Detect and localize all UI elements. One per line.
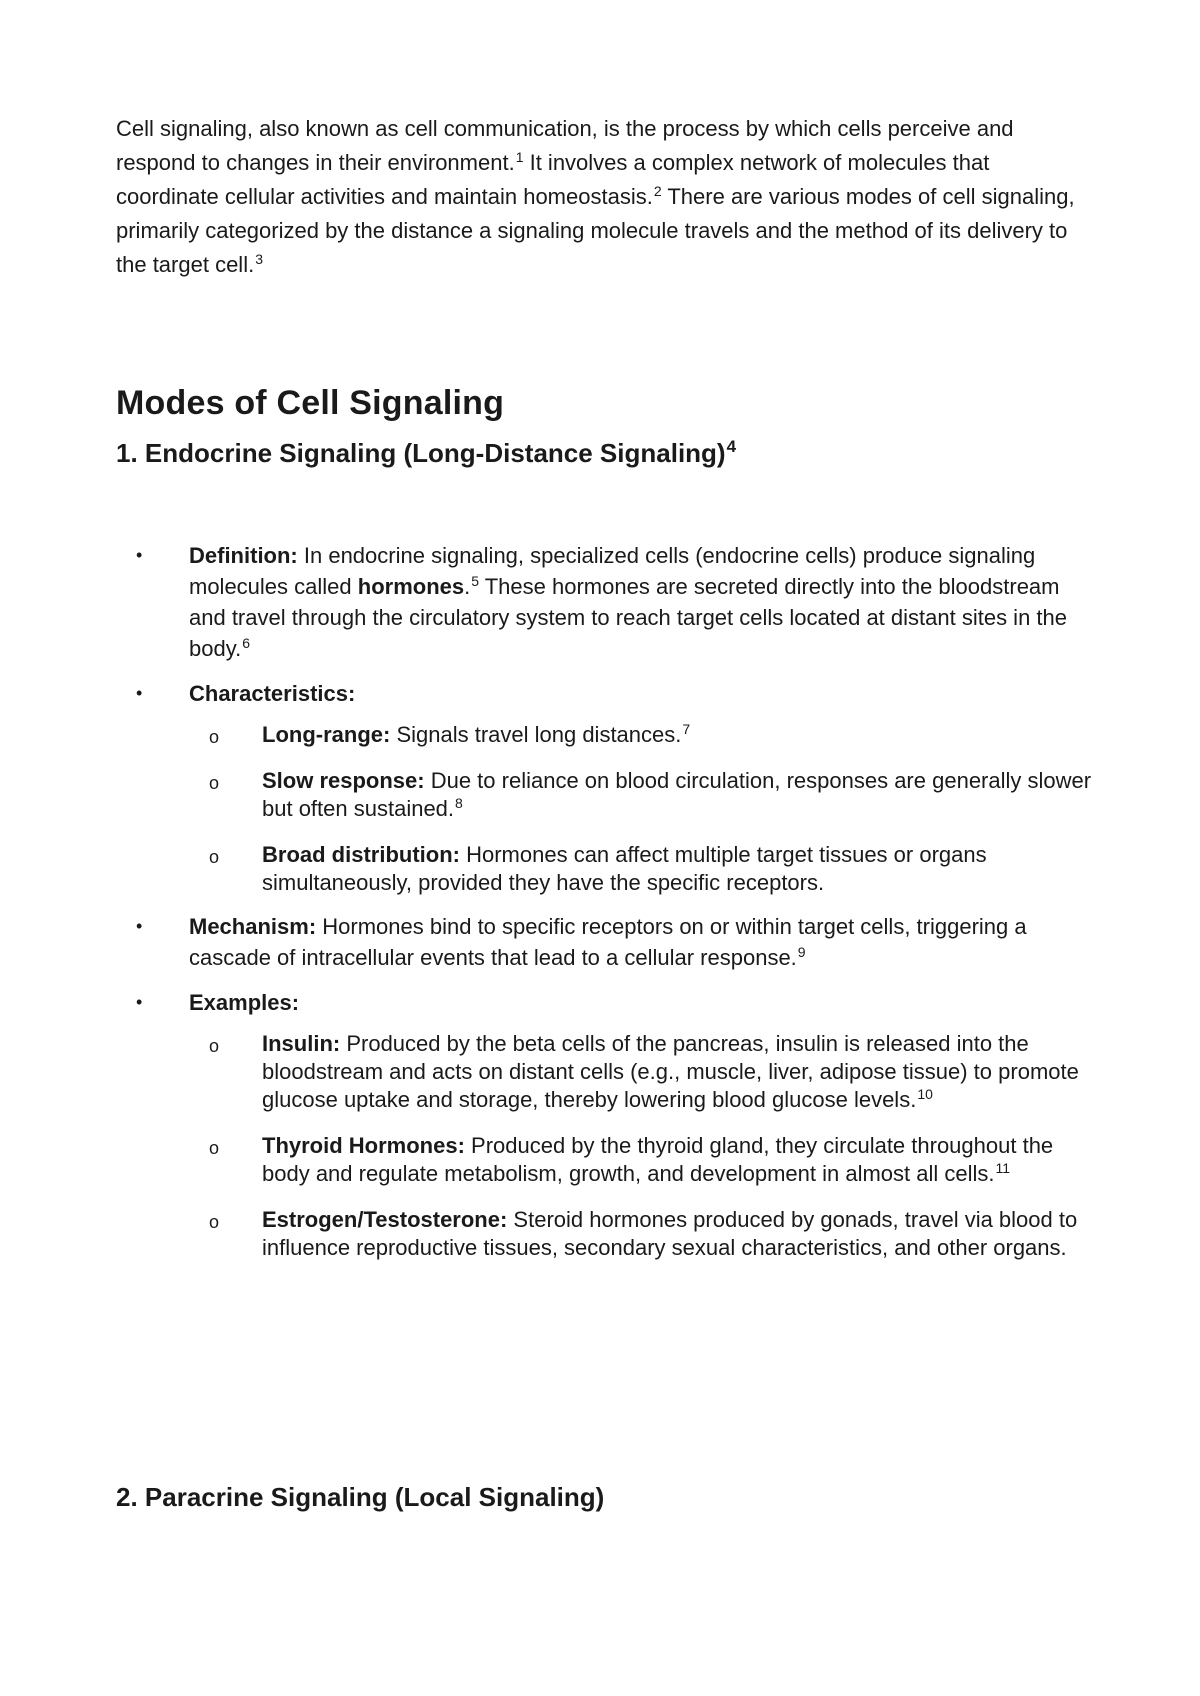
definition-text: In endocrine signaling, specialized cells (endocrine cells) produce signaling molecules called <box>189 543 1036 599</box>
list-item-mechanism <box>116 911 1096 973</box>
intro-sentence-2: It involves a complex network of molecules that coordinate cellular activities and maintain homeostasis. <box>116 150 990 209</box>
item-label: Thyroid Hormones: <box>262 1133 465 1158</box>
circle-bullet-icon: o <box>209 847 220 867</box>
item-text: Due to reliance on blood circulation, responses are generally slower but often sustained. <box>262 768 1092 821</box>
intro-sentence-3: There are various modes of cell signaling, primarily categorized by the distance a signaling molecule travels and the method of its delivery to the target cell. <box>116 184 1075 277</box>
circle-bullet-icon: o <box>209 1036 220 1056</box>
endocrine-list <box>116 540 1096 1280</box>
section-title: Modes of Cell Signaling <box>116 384 505 422</box>
bullet-icon: • <box>136 916 143 936</box>
document-page <box>116 112 1096 1512</box>
footnote-ref[interactable]: 4 <box>726 437 737 456</box>
footnote-ref[interactable]: 5 <box>471 573 480 589</box>
circle-bullet-icon: o <box>209 773 220 793</box>
footnote-ref[interactable]: 10 <box>917 1086 933 1102</box>
list-item-examples <box>116 987 1096 1262</box>
item-text: Hormones can affect multiple target tissues or organs simultaneously, provided they have the specific receptors. <box>262 842 987 895</box>
circle-bullet-icon: o <box>209 727 220 747</box>
paracrine-heading: 2. Paracrine Signaling (Local Signaling) <box>116 1482 605 1512</box>
item-text: Signals travel long distances. <box>390 722 682 747</box>
item-text: Produced by the beta cells of the pancreas, insulin is released into the bloodstream and acts on distant cells (e.g., muscle, liver, adipose tissue) to promote glucose uptake and storage, thereby lowering blood glucose levels. <box>262 1031 1079 1112</box>
sub-list-item <box>189 1132 1096 1188</box>
endocrine-heading-text: 1. Endocrine Signaling (Long-Distance Signaling) <box>116 438 726 468</box>
sub-list-item <box>189 721 1096 749</box>
sub-list-item <box>189 841 1096 897</box>
footnote-ref[interactable]: 2 <box>653 183 662 199</box>
circle-bullet-icon: o <box>209 1212 220 1232</box>
definition-bold-term: hormones <box>357 574 465 599</box>
list-item-characteristics <box>116 678 1096 897</box>
definition-text: . <box>464 574 471 599</box>
footnote-ref[interactable]: 7 <box>682 721 691 737</box>
sub-list-item <box>189 1030 1096 1114</box>
definition-label: Definition: <box>189 543 298 568</box>
item-label: Broad distribution: <box>262 842 460 867</box>
footnote-ref[interactable]: 3 <box>255 251 263 267</box>
characteristics-label: Characteristics: <box>189 681 356 706</box>
item-text: Steroid hormones produced by gonads, travel via blood to influence reproductive tissues, secondary sexual characteristics, and other organs. <box>262 1207 1078 1260</box>
examples-label: Examples: <box>189 990 300 1015</box>
item-label: Insulin: <box>262 1031 341 1056</box>
footnote-ref[interactable]: 8 <box>455 795 463 811</box>
sub-list-item <box>189 1206 1096 1262</box>
circle-bullet-icon: o <box>209 1138 220 1158</box>
item-text: Produced by the thyroid gland, they circulate throughout the body and regulate metabolism, growth, and development in almost all cells. <box>262 1133 1054 1186</box>
item-label: Slow response: <box>262 768 425 793</box>
list-item-definition <box>116 540 1096 664</box>
mechanism-label: Mechanism: <box>189 914 317 939</box>
endocrine-heading <box>116 438 736 469</box>
intro-paragraph <box>116 112 1091 282</box>
item-label: Long-range: <box>262 722 391 747</box>
sub-list-item <box>189 767 1096 823</box>
footnote-ref[interactable]: 11 <box>995 1160 1011 1176</box>
item-label: Estrogen/Testosterone: <box>262 1207 508 1232</box>
definition-text: These hormones are secreted directly into the bloodstream and travel through the circulatory system to reach target cells located at distant sites in the body. <box>189 574 1068 661</box>
bullet-icon: • <box>136 992 143 1012</box>
bullet-icon: • <box>136 683 143 703</box>
mechanism-text: Hormones bind to specific receptors on or within target cells, triggering a cascade of intracellular events that lead to a cellular response. <box>189 914 1027 970</box>
bullet-icon: • <box>136 545 143 565</box>
intro-sentence-1: Cell signaling, also known as cell communication, is the process by which cells perceive and respond to changes in their environment. <box>116 116 1014 175</box>
footnote-ref[interactable]: 9 <box>797 944 806 960</box>
footnote-ref[interactable]: 6 <box>242 635 250 651</box>
footnote-ref[interactable]: 1 <box>515 149 524 165</box>
